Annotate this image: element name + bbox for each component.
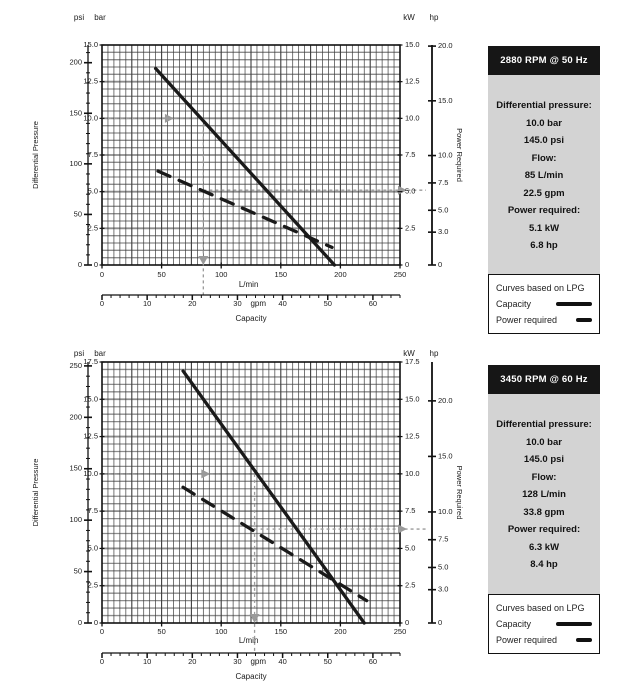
bar-axis-unit-label: bar xyxy=(94,349,106,358)
solid-line-swatch xyxy=(556,622,592,626)
gpm-axis-tick-label: 20 xyxy=(188,299,197,308)
hp-axis-tick-label: 10.0 xyxy=(438,150,453,160)
lmin-axis-tick-label: 250 xyxy=(393,270,407,279)
psi-axis-tick-label: 250 xyxy=(69,360,82,370)
kw-axis-tick-label: 10.0 xyxy=(405,468,420,478)
hp-axis-unit-label: hp xyxy=(429,13,439,22)
solid-line-swatch xyxy=(556,302,592,306)
psi-axis-tick-label: 200 xyxy=(69,412,82,422)
lmin-axis-tick-label: 200 xyxy=(334,627,347,636)
legend-capacity xyxy=(496,616,592,632)
capacity-axis-title: Capacity xyxy=(235,314,267,323)
kw-axis-tick-label: 0 xyxy=(405,617,410,627)
kw-axis-tick-label: 17.5 xyxy=(405,356,420,366)
panel-title-60hz: 3450 RPM @ 60 Hz xyxy=(488,365,600,394)
panel-body xyxy=(488,394,600,594)
lmin-axis-tick-label: 200 xyxy=(334,270,347,279)
differential-pressure-axis-title: Differential Pressure xyxy=(31,458,40,527)
legend-capacity-label: Capacity xyxy=(496,299,532,309)
gpm-axis-unit-label: gpm xyxy=(250,657,267,666)
psi-axis-tick-label: 100 xyxy=(69,158,82,168)
legend-note xyxy=(496,600,592,616)
psi-axis-tick-label: 150 xyxy=(69,108,82,118)
dp-psi-value: 145.0 psi xyxy=(523,135,565,146)
legend-power xyxy=(496,632,592,648)
power-label: Power required: xyxy=(507,205,581,216)
bar-axis-tick-label: 10.0 xyxy=(83,113,98,123)
bar-axis-tick-label: 2.5 xyxy=(87,580,98,590)
kw-axis-tick-label: 0 xyxy=(405,259,410,269)
hp-axis-tick-label: 5.0 xyxy=(438,562,449,572)
gpm-axis-tick-label: 30 xyxy=(233,657,242,666)
hp-axis-tick-label: 20.0 xyxy=(438,41,453,51)
panel-title-50hz: 2880 RPM @ 50 Hz xyxy=(488,46,600,75)
dp-label: Differential pressure: xyxy=(496,100,592,111)
gpm-axis-tick-label: 60 xyxy=(368,299,378,308)
gpm-axis-tick-label: 30 xyxy=(233,299,242,308)
kw-axis-tick-label: 12.5 xyxy=(405,431,420,441)
bar-axis-tick-label: 10.0 xyxy=(83,468,98,478)
bar-axis-tick-label: 0 xyxy=(93,259,98,269)
psi-axis-tick-label: 0 xyxy=(77,259,82,269)
flow-label: Flow: xyxy=(531,152,557,164)
hp-axis-tick-label: 3.0 xyxy=(438,227,449,237)
legend-note-text: Curves based on LPG xyxy=(496,283,585,293)
flow-lmin-value: 128 L/min xyxy=(522,489,566,500)
lmin-axis-tick-label: 250 xyxy=(393,627,407,636)
psi-axis-tick-label: 50 xyxy=(73,209,82,219)
right-arrow-icon xyxy=(398,525,407,534)
kw-axis-tick-label: 5.0 xyxy=(405,186,416,196)
flow-gpm-value: 22.5 gpm xyxy=(523,187,565,199)
lmin-axis-tick-label: 50 xyxy=(157,627,166,636)
kw-axis-unit-label: kW xyxy=(403,13,415,22)
bar-axis-unit-label: bar xyxy=(94,13,106,22)
bar-axis-tick-label: 15.0 xyxy=(83,394,98,404)
gpm-axis-tick-label: 0 xyxy=(99,299,105,308)
bar-axis-tick-label: 7.5 xyxy=(87,506,98,516)
lmin-axis-tick-label: 0 xyxy=(99,270,105,279)
power-required-axis-title: Power Required xyxy=(455,465,464,520)
kw-axis-tick-label: 5.0 xyxy=(405,543,416,553)
psi-axis-tick-label: 50 xyxy=(73,566,82,576)
power-hp-value: 6.8 hp xyxy=(530,240,558,251)
psi-axis-tick-label: 200 xyxy=(69,57,82,67)
gpm-axis-tick-label: 50 xyxy=(323,657,332,666)
chart-legend-50hz xyxy=(488,274,600,334)
hp-axis-tick-label: 5.0 xyxy=(438,205,449,215)
operating-point-panel-50hz xyxy=(488,46,600,275)
kw-axis-tick-label: 2.5 xyxy=(405,223,416,233)
dashed-line-swatch xyxy=(576,638,592,642)
gpm-axis-unit-label: gpm xyxy=(250,299,267,308)
dp-bar-value: 10.0 bar xyxy=(526,436,562,448)
kw-axis-unit-label: kW xyxy=(403,349,415,358)
legend-note xyxy=(496,280,592,296)
kw-axis-tick-label: 15.0 xyxy=(405,39,420,49)
pressure-capacity-chart-60hz xyxy=(0,345,480,692)
gpm-axis-tick-label: 10 xyxy=(142,299,152,308)
dp-bar-value: 10.0 bar xyxy=(526,117,562,129)
lmin-axis-tick-label: 100 xyxy=(214,627,228,636)
hp-axis-tick-label: 10.0 xyxy=(438,506,453,516)
kw-axis-tick-label: 10.0 xyxy=(405,113,420,123)
flow-gpm-value: 33.8 gpm xyxy=(523,506,565,518)
hp-axis-tick-label: 20.0 xyxy=(438,395,453,405)
legend-power-label: Power required xyxy=(496,635,558,645)
hp-axis-unit-label: hp xyxy=(429,349,439,358)
bar-axis-tick-label: 12.5 xyxy=(83,76,98,86)
pressure-capacity-chart-50hz xyxy=(0,0,480,345)
psi-axis-tick-label: 100 xyxy=(69,515,82,525)
power-required-axis-title: Power Required xyxy=(455,128,464,182)
psi-axis-unit-label: psi xyxy=(73,349,85,358)
hp-axis-tick-label: 0 xyxy=(438,617,443,627)
hp-axis-tick-label: 0 xyxy=(438,259,443,269)
gpm-axis-tick-label: 50 xyxy=(323,299,332,308)
dashed-line-swatch xyxy=(576,318,592,322)
kw-axis-tick-label: 7.5 xyxy=(405,149,416,159)
panel-body xyxy=(488,75,600,275)
hp-axis-tick-label: 15.0 xyxy=(438,95,453,105)
kw-axis-tick-label: 12.5 xyxy=(405,76,420,86)
lmin-axis-tick-label: 150 xyxy=(274,627,288,636)
lmin-axis-unit-label: L/min xyxy=(238,280,259,289)
lmin-axis-unit-label: L/min xyxy=(238,636,259,645)
gpm-axis-tick-label: 40 xyxy=(278,299,287,308)
hp-axis-tick-label: 7.5 xyxy=(438,534,449,544)
psi-axis-unit-label: psi xyxy=(73,13,85,22)
bar-axis-tick-label: 15.0 xyxy=(83,39,98,49)
bar-axis-tick-label: 2.5 xyxy=(87,223,98,233)
bar-axis-tick-label: 12.5 xyxy=(83,431,98,441)
legend-note-text: Curves based on LPG xyxy=(496,603,585,613)
legend-power-label: Power required xyxy=(496,315,558,325)
power-kw-value: 5.1 kW xyxy=(528,222,560,234)
lmin-axis-tick-label: 100 xyxy=(214,270,228,279)
bar-axis-tick-label: 7.5 xyxy=(87,149,98,159)
power-hp-value: 8.4 hp xyxy=(530,559,558,570)
gpm-axis-tick-label: 40 xyxy=(278,657,287,666)
psi-axis-tick-label: 0 xyxy=(77,617,82,627)
flow-lmin-value: 85 L/min xyxy=(524,170,564,181)
flow-label: Flow: xyxy=(531,471,557,483)
dp-psi-value: 145.0 psi xyxy=(523,454,565,465)
gpm-axis-tick-label: 60 xyxy=(368,657,378,666)
operating-point-panel-60hz xyxy=(488,365,600,594)
bar-axis-tick-label: 0 xyxy=(93,617,98,627)
kw-axis-tick-label: 7.5 xyxy=(405,506,416,516)
lmin-axis-tick-label: 50 xyxy=(157,270,166,279)
legend-capacity-label: Capacity xyxy=(496,619,532,629)
bar-axis-tick-label: 5.0 xyxy=(87,186,98,196)
capacity-axis-title: Capacity xyxy=(235,672,267,681)
hp-axis-tick-label: 7.5 xyxy=(438,177,449,187)
bar-axis-tick-label: 5.0 xyxy=(87,543,98,553)
gpm-axis-tick-label: 10 xyxy=(142,657,152,666)
lmin-axis-tick-label: 150 xyxy=(274,270,288,279)
differential-pressure-axis-title: Differential Pressure xyxy=(31,121,40,189)
hp-axis-tick-label: 15.0 xyxy=(438,451,453,461)
psi-axis-tick-label: 150 xyxy=(69,463,82,473)
legend-power xyxy=(496,312,592,328)
right-arrow-icon xyxy=(165,114,174,123)
legend-capacity xyxy=(496,296,592,312)
gpm-axis-tick-label: 0 xyxy=(99,657,105,666)
gpm-axis-tick-label: 20 xyxy=(188,657,197,666)
bar-axis-tick-label: 17.5 xyxy=(83,356,98,366)
chart-legend-60hz xyxy=(488,594,600,654)
down-arrow-icon xyxy=(198,256,208,265)
dp-label: Differential pressure: xyxy=(496,419,592,430)
kw-axis-tick-label: 15.0 xyxy=(405,394,420,404)
lmin-axis-tick-label: 0 xyxy=(99,627,105,636)
hp-axis-tick-label: 3.0 xyxy=(438,584,449,594)
power-label: Power required: xyxy=(507,524,581,535)
kw-axis-tick-label: 2.5 xyxy=(405,580,416,590)
power-kw-value: 6.3 kW xyxy=(528,541,560,553)
